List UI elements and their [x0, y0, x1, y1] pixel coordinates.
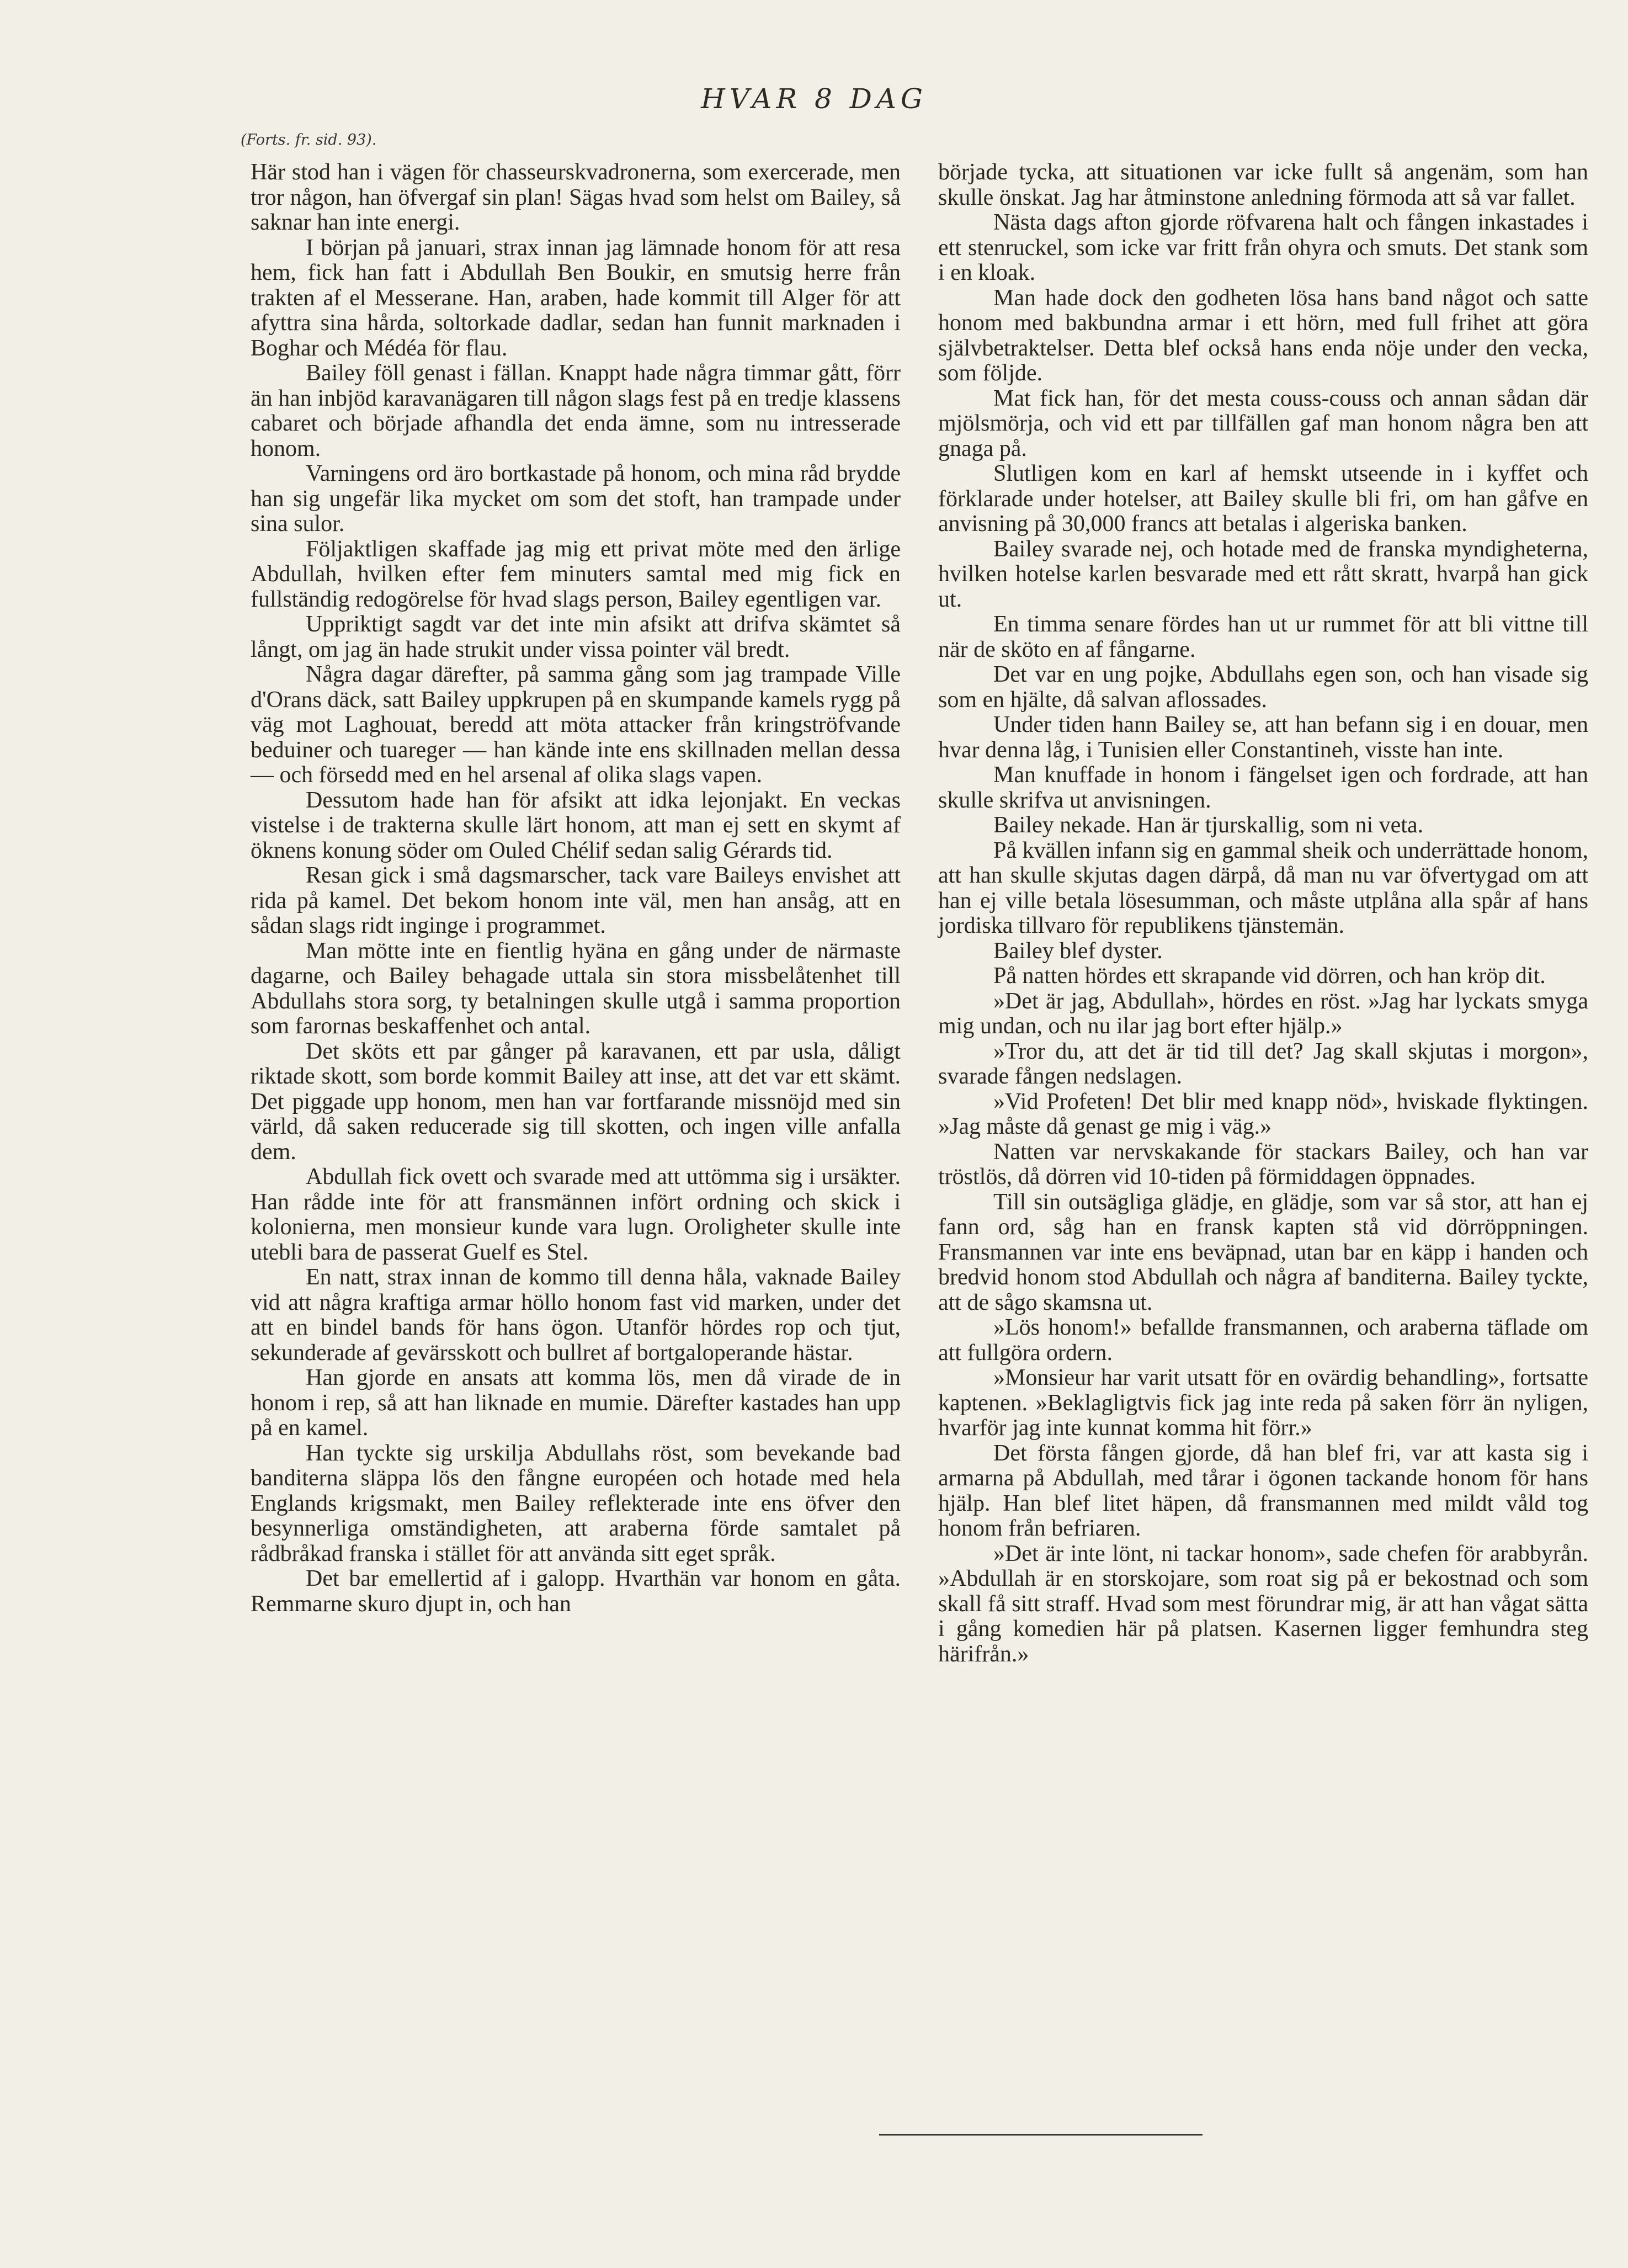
paragraph: började tycka, att situationen var icke fullt så angenäm, som han skulle önskat. Jag har åtminstone anledning förmoda att så var fallet.: [938, 160, 1588, 210]
page-header-title: HVAR 8 DAG: [701, 83, 927, 115]
paragraph: Bailey föll genast i fällan. Knappt hade några timmar gått, förr än han inbjöd karavanägaren till någon slags fest på en tredje klassens cabaret och började afhandla det enda ämne, som nu intresserade honom.: [251, 360, 901, 461]
paragraph: I början på januari, strax innan jag lämnade honom för att resa hem, fick han fatt i Abdullah Ben Boukir, en smutsig herre från trakten af el Messerane. Han, araben, hade kommit till Alger för att afyttra sina hårda, soltorkade dadlar, sedan han funnit marknaden i Boghar och Médéa för flau.: [251, 235, 901, 361]
paragraph: Man mötte inte en fientlig hyäna en gång under de närmaste dagarne, och Bailey behagade uttala sin stora missbelåtenhet till Abdullahs stora sorg, ty betalningen skulle utgå i samma proportion som farornas beskaffenhet och antal.: [251, 938, 901, 1039]
paragraph: Abdullah fick ovett och svarade med att uttömma sig i ursäkter. Han rådde inte för att fransmännen infört ordning och skick i kolonierna, men monsieur kunde vara lugn. Oroligheter skulle inte utebli bara de passerat Guelf es Stel.: [251, 1164, 901, 1265]
left-text-column: [251, 160, 901, 1617]
paragraph: Bailey nekade. Han är tjurskallig, som ni veta.: [993, 812, 1424, 838]
paragraph: Bailey svarade nej, och hotade med de franska myndigheterna, hvilken hotelse karlen besvarade med ett rått skratt, hvarpå han gick ut.: [938, 536, 1588, 612]
paragraph: »Lös honom!» befallde fransmannen, och araberna täflade om att fullgöra ordern.: [938, 1315, 1588, 1366]
paragraph: »Tror du, att det är tid till det? Jag skall skjutas i morgon», svarade fången nedslagen.: [938, 1038, 1588, 1089]
paragraph: Natten var nervskakande för stackars Bailey, och han var tröstlös, då dörren vid 10-tiden på förmiddagen öppnades.: [938, 1139, 1588, 1189]
paragraph: Resan gick i små dagsmarscher, tack vare Baileys envishet att rida på kamel. Det bekom honom inte väl, men han ansåg, att en sådan slags ridt inginge i programmet.: [251, 863, 901, 938]
paragraph: Till sin outsägliga glädje, en glädje, som var så stor, att han ej fann ord, såg han en fransk kapten stå vid dörröppningen. Fransmannen var inte ens beväpnad, utan bar en käpp i handen och bredvid honom stod Abdullah och några af banditerna. Bailey tyckte, att de sågo skamsna ut.: [938, 1189, 1588, 1315]
paragraph: En natt, strax innan de kommo till denna håla, vaknade Bailey vid att några kraftiga armar höllo honom fast vid marken, under det att en bindel bands för hans ögon. Utanför hördes rop och tjut, sekunderade af gevärsskott och bullret af bortgaloperande hästar.: [251, 1265, 901, 1366]
paragraph: Man knuffade in honom i fängelset igen och fordrade, att han skulle skrifva ut anvisningen.: [938, 762, 1588, 813]
right-text-column: [938, 160, 1588, 1667]
paragraph: Under tiden hann Bailey se, att han befann sig i en douar, men hvar denna låg, i Tunisien eller Constantineh, visste han inte.: [938, 712, 1588, 763]
paragraph: »Det är jag, Abdullah», hördes en röst. »Jag har lyckats smyga mig undan, och nu ilar jag bort efter hjälp.»: [938, 988, 1588, 1039]
paragraph: Det var en ung pojke, Abdullahs egen son, och han visade sig som en hjälte, då salvan aflossades.: [938, 662, 1588, 713]
paragraph: Mat fick han, för det mesta couss-couss och annan sådan där mjölsmörja, och vid ett par tillfällen gaf man honom några ben att gnaga på.: [938, 385, 1588, 461]
paragraph: Slutligen kom en karl af hemskt utseende in i kyffet och förklarade under hotelser, att Bailey skulle bli fri, om han gåfve en anvisning på 30,000 francs att betalas i algeriska banken.: [938, 461, 1588, 537]
paragraph: Det första fången gjorde, då han blef fri, var att kasta sig i armarna på Abdullah, med tårar i ögonen tackande honom för hans hjälp. Han blef litet häpen, då fransmannen med mildt våld tog honom från befriaren.: [938, 1440, 1588, 1541]
paragraph: På kvällen infann sig en gammal sheik och underrättade honom, att han skulle skjutas dagen därpå, då man nu var öfvertygad om att han ej ville betala lösesumman, och måste utplåna alla spår af hans jordiska tillvaro för republikens tjänstemän.: [938, 837, 1588, 938]
paragraph: Nästa dags afton gjorde röfvarena halt och fången inkastades i ett stenruckel, som icke var fritt från ohyra och smuts. Det stank som i en kloak.: [938, 210, 1588, 285]
paragraph: Uppriktigt sagdt var det inte min afsikt att drifva skämtet så långt, om jag än hade strukit under vissa pointer väl bredt.: [251, 612, 901, 662]
paragraph: »Vid Profeten! Det blir med knapp nöd», hviskade flyktingen. »Jag måste då genast ge mig i väg.»: [938, 1088, 1588, 1139]
paragraph: Dessutom hade han för afsikt att idka lejonjakt. En veckas vistelse i de trakterna skulle lärt honom, att man ej sett en skymt af öknens konung söder om Ouled Chélif sedan salig Gérards tid.: [251, 787, 901, 863]
paragraph: Några dagar därefter, på samma gång som jag trampade Ville d'Orans däck, satt Bailey uppkrupen på en skumpande kamels rygg på väg mot Laghouat, beredd att möta attacker från kringströfvande beduiner och tuareger — han kände inte ens skillnaden mellan dessa — och försedd med en hel arsenal af olika slags vapen.: [251, 662, 901, 788]
paragraph: Han gjorde en ansats att komma lös, men då virade de in honom i rep, så att han liknade en mumie. Därefter kastades han upp på en kamel.: [251, 1365, 901, 1441]
paragraph: Bailey blef dyster.: [993, 938, 1163, 964]
paragraph: Det sköts ett par gånger på karavanen, ett par usla, dåligt riktade skott, som borde kommit Bailey att inse, att det var ett skämt. Det piggade upp honom, men han var fortfarande missnöjd med sin värld, då saken reducerade sig till skotten, och ingen ville anfalla dem.: [251, 1038, 901, 1165]
paragraph: Varningens ord äro bortkastade på honom, och mina råd brydde han sig ungefär lika mycket om som det stoft, han trampade under sina sulor.: [251, 461, 901, 537]
paragraph: På natten hördes ett skrapande vid dörren, och han kröp dit.: [993, 963, 1546, 989]
paragraph: »Det är inte lönt, ni tackar honom», sade chefen för arabbyrån. »Abdullah är en storskojare, som roat sig på er bekostnad och som skall få sitt straff. Hvad som mest förundrar mig, är att han vågat sätta i gång komedien här på platsen. Kasernen ligger femhundra steg härifrån.»: [938, 1541, 1588, 1667]
paragraph: Han tyckte sig urskilja Abdullahs röst, som bevekande bad banditerna släppa lös den fångne européen och hotade med hela Englands krigsmakt, men Bailey reflekterade inte ens öfver den besynnerliga omständigheten, att araberna förde samtalet på rådbråkad franska i stället för att använda sitt eget språk.: [251, 1440, 901, 1566]
end-rule-divider: [879, 2134, 1203, 2136]
continued-from-note: (Forts. fr. sid. 93).: [241, 131, 377, 148]
paragraph: En timma senare fördes han ut ur rummet för att bli vittne till när de sköto en af fångarne.: [938, 612, 1588, 662]
paragraph: »Monsieur har varit utsatt för en ovärdig behandling», fortsatte kaptenen. »Beklagligtvis fick jag inte reda på saken förr än nyligen, hvarför jag inte kunnat komma hit förr.»: [938, 1365, 1588, 1441]
paragraph: Följaktligen skaffade jag mig ett privat möte med den ärlige Abdullah, hvilken efter fem minuters samtal med mig fick en fullständig redogörelse för hvad slags person, Bailey egentligen var.: [251, 536, 901, 612]
paragraph: Det bar emellertid af i galopp. Hvarthän var honom en gåta. Remmarne skuro djupt in, och han: [251, 1566, 901, 1617]
paragraph: Man hade dock den godheten lösa hans band något och satte honom med bakbundna armar i ett hörn, med full frihet att göra självbetraktelser. Detta blef också hans enda nöje under den vecka, som följde.: [938, 285, 1588, 386]
paragraph: Här stod han i vägen för chasseurskvadronerna, som exercerade, men tror någon, han öfvergaf sin plan! Sägas hvad som helst om Bailey, så saknar han inte energi.: [251, 160, 901, 235]
